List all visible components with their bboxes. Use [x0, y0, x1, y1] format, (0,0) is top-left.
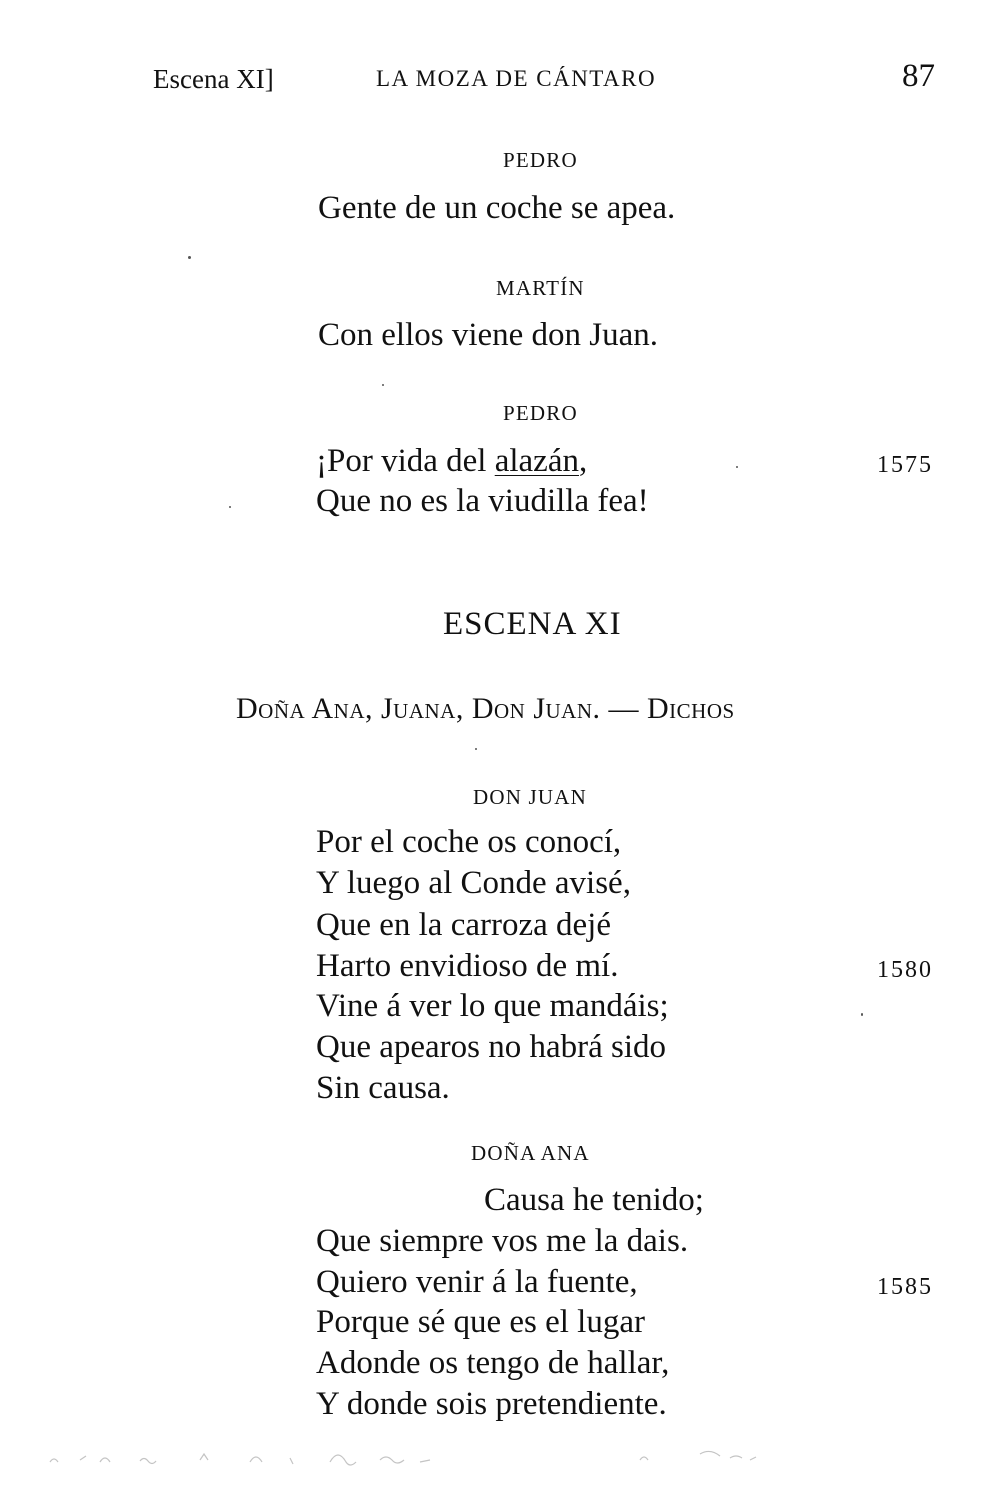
scene-title: ESCENA XI — [443, 606, 622, 642]
verse-line: Vine á ver lo que mandáis; — [316, 988, 669, 1024]
speaker-label: PEDRO — [503, 148, 578, 172]
verse-line: Harto envidioso de mí. — [316, 948, 619, 984]
line-number: 1575 — [877, 452, 933, 478]
verse-line: Que en la carroza dejé — [316, 907, 611, 943]
speaker-label: PEDRO — [503, 401, 578, 425]
scan-speck — [861, 1013, 863, 1016]
scan-bleed-through — [40, 1440, 780, 1470]
verse-line: Causa he tenido; — [484, 1182, 704, 1218]
verse-line: Y luego al Conde avisé, — [316, 865, 631, 901]
scan-speck — [736, 466, 738, 468]
verse-line: Gente de un coche se apea. — [318, 190, 676, 226]
verse-segment: ¡Por vida del — [316, 443, 495, 479]
scan-speck — [229, 506, 231, 508]
line-number: 1585 — [877, 1274, 933, 1300]
verse-line — [316, 441, 587, 482]
verse-segment: , — [578, 443, 588, 479]
line-number: 1580 — [877, 957, 933, 983]
speaker-label: DON JUAN — [473, 785, 588, 809]
verse-line: Sin causa. — [316, 1070, 450, 1106]
verse-line: Que no es la viudilla fea! — [316, 483, 649, 519]
annotated-word: alazán — [494, 443, 579, 479]
verse-line: Por el coche os conocí, — [316, 824, 622, 860]
verse-line: Que siempre vos me la dais. — [316, 1223, 689, 1259]
running-header-scene: Escena XI] — [153, 64, 274, 94]
speaker-label: MARTÍN — [496, 276, 585, 300]
verse-line: Porque sé que es el lugar — [316, 1304, 645, 1340]
running-header-title: LA MOZA DE CÁNTARO — [376, 66, 657, 91]
verse-line: Y donde sois pretendiente. — [316, 1386, 667, 1422]
verse-line: Adonde os tengo de hallar, — [316, 1345, 670, 1381]
scan-speck — [475, 748, 477, 750]
verse-line: Quiero venir á la fuente, — [316, 1264, 638, 1300]
scan-speck — [188, 256, 191, 259]
speaker-label: DOÑA ANA — [471, 1141, 590, 1165]
scene-cast: Doña Ana, Juana, Don Juan. — Dichos — [236, 692, 735, 725]
verse-line: Que apearos no habrá sido — [316, 1029, 667, 1065]
verse-line: Con ellos viene don Juan. — [318, 317, 659, 353]
page-number: 87 — [902, 58, 935, 94]
scan-speck — [382, 384, 384, 386]
